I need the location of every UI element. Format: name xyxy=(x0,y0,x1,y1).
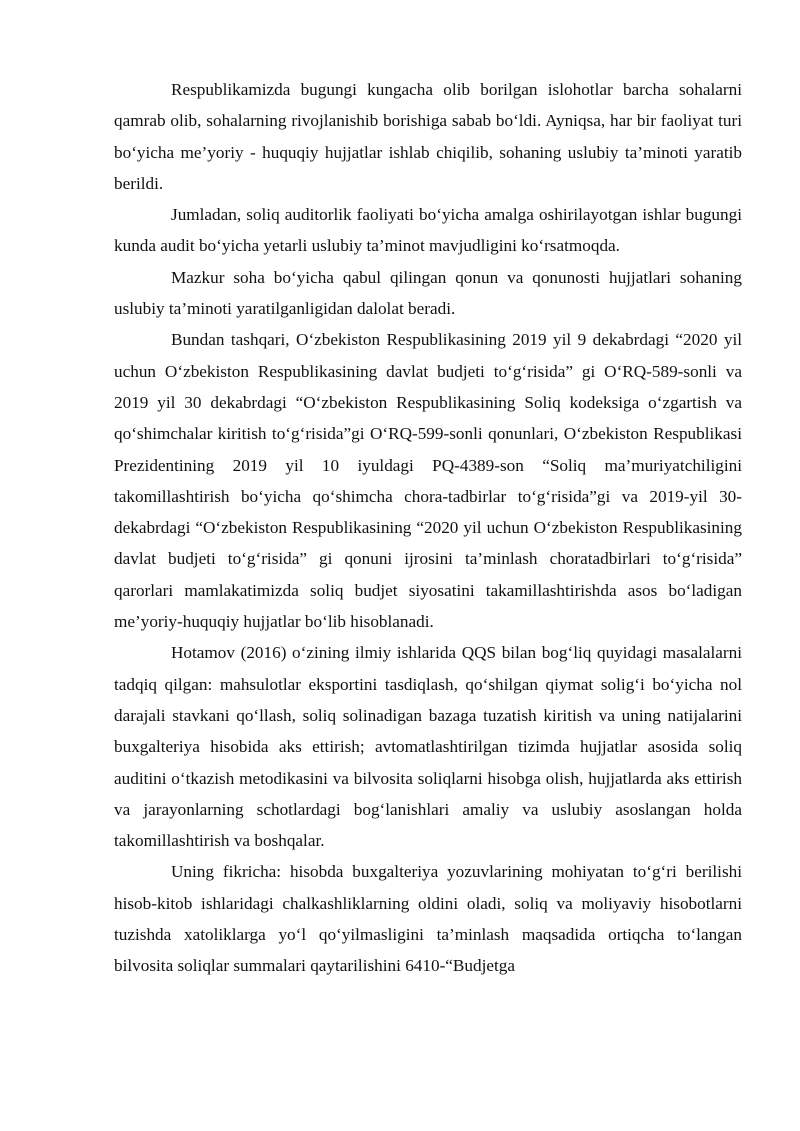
document-page xyxy=(114,74,742,982)
paragraph-opinion: Uning fikricha: hisobda buxgalteriya yozuvlarining mohiyatan to‘g‘ri berilishi hisob-kitob ishlaridagi chalkashliklarning oldini oladi, soliq va moliyaviy hisobotlarni tuzishda xatoliklarga yo‘l qo‘yilmasligini ta’minlash maqsadida ortiqcha to‘langan bilvosita soliqlar summalari qaytarilishini 6410-“Budjetga xyxy=(114,862,742,976)
paragraph-legal-acts: Bundan tashqari, O‘zbekiston Respublikasining 2019 yil 9 dekabrdagi “2020 yil uchun O‘zbekiston Respublikasining davlat budjeti to‘g‘risida” gi O‘RQ-589-sonli va 2019 yil 30 dekabrdagi “O‘zbekiston Respublikasining Soliq kodeksiga o‘zgartish va qo‘shimchalar kiritish to‘g‘risida”gi O‘RQ-599-sonli qonunlari, O‘zbekiston Respublikasi Prezidentining 2019 yil 10 iyuldagi PQ-4389-son “Soliq ma’muriyatchiligini takomillashtirish bo‘yicha qo‘shimcha chora-tadbirlar to‘g‘risida”gi va 2019-yil 30- dekabrdagi “O‘zbekiston Respublikasining “2020 yil uchun O‘zbekiston Respublikasining davlat budjeti to‘g‘risida” gi qonuni ijrosini ta’minlash choratadbirlari to‘g‘risida” qarorlari mamlakatimizda soliq budjet siyosatini takamillashtirishda asos bo‘ladigan me’yoriy-huquqiy hujjatlar bo‘lib hisoblanadi. xyxy=(114,330,742,632)
paragraph-tax-audit: Jumladan, soliq auditorlik faoliyati bo‘yicha amalga oshirilayotgan ishlar bugungi kunda audit bo‘yicha yetarli uslubiy ta’minot mavjudligini ko‘rsatmoqda. xyxy=(114,205,742,256)
paragraph-reforms: Respublikamizda bugungi kungacha olib borilgan islohotlar barcha sohalarni qamrab olib, sohalarning rivojlanishib borishiga sabab bo‘ldi. Ayniqsa, har bir faoliyat turi bo‘yicha me’yoriy - huquqiy hujjatlar ishlab chiqilib, sohaning uslubiy ta’minoti yaratib berildi. xyxy=(114,80,742,193)
paragraph-laws: Mazkur soha bo‘yicha qabul qilingan qonun va qonunosti hujjatlari sohaning uslubiy ta’minoti yaratilganligidan dalolat beradi. xyxy=(114,267,742,319)
paragraph-hotamov-research: Hotamov (2016) o‘zining ilmiy ishlarida QQS bilan bog‘liq quyidagi masalalarni tadqiq qilgan: mahsulotlar eksportini tasdiqlash, qo‘shilgan qiymat solig‘i bo‘yicha nol darajali stavkani qo‘llash, soliq solinadigan bazaga tuzatish kiritish va uning natijalarini buxgalteriya hisobida aks ettirish; avtomatlashtirilgan tizimda hujjatlar asosida soliq auditini o‘tkazish metodikasini va bilvosita soliqlarni hisobga olish, hujjatlarda aks ettirish va jarayonlarning schotlardagi bog‘lanishlari amaliy va uslubiy asoslangan holda takomillashtirish va boshqalar. xyxy=(114,643,742,851)
